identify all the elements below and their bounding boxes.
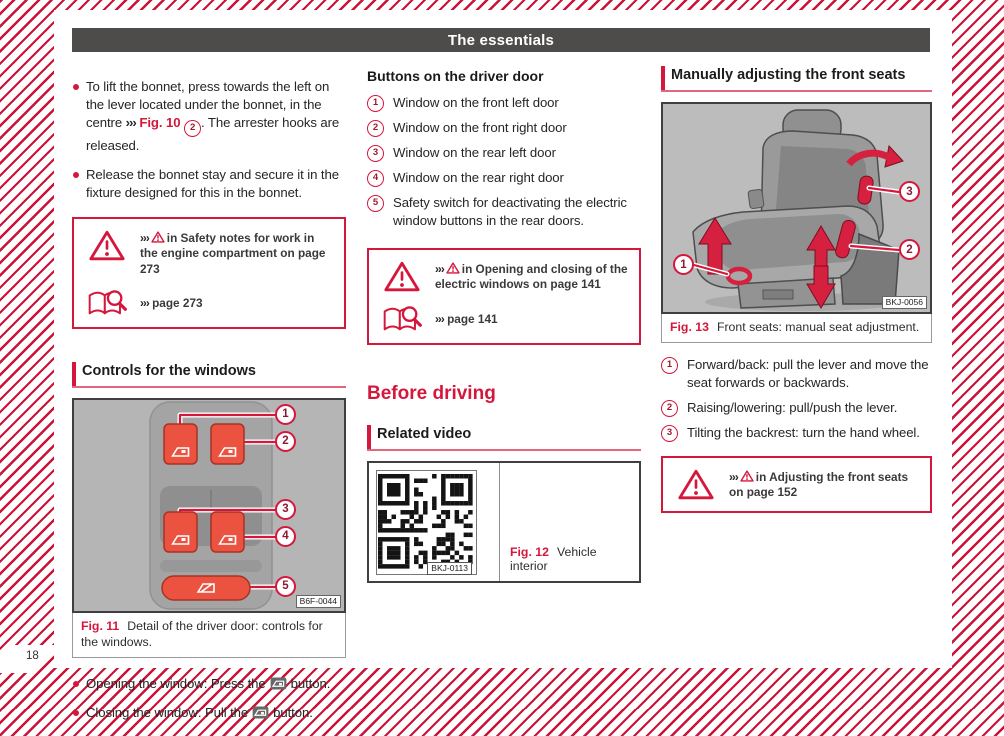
warning-row bbox=[675, 468, 920, 501]
list-item-text: Window on the rear left door bbox=[393, 145, 556, 160]
warning-triangle-small-icon bbox=[151, 231, 165, 243]
figure-caption-text: Detail of the driver door: controls for the windows. bbox=[81, 618, 323, 649]
door-panel-drawing bbox=[74, 400, 344, 611]
window-button-icon bbox=[270, 677, 287, 695]
section-heading-window-controls: Controls for the windows bbox=[72, 362, 346, 388]
callout-badge-2: 2 bbox=[275, 431, 296, 452]
item-number-badge: 5 bbox=[367, 195, 384, 212]
paragraph-text: To lift the bonnet, press towards the left on the lever located under the bonnet, in the centre bbox=[86, 79, 330, 130]
warning-reference-text: in Adjusting the front seats on page 152 bbox=[729, 469, 909, 499]
list-item bbox=[661, 399, 932, 417]
figure-caption bbox=[661, 314, 932, 343]
warning-row bbox=[381, 260, 629, 293]
callout-badge-3: 3 bbox=[899, 181, 920, 202]
item-number-badge: 4 bbox=[367, 170, 384, 187]
cross-reference-arrows: ››› bbox=[140, 230, 149, 245]
bullet-item-opening-window bbox=[72, 675, 346, 695]
right-column bbox=[661, 66, 932, 527]
paragraph-text: button. bbox=[290, 675, 331, 691]
seat-illustration bbox=[661, 102, 932, 314]
list-item-text: Window on the front right door bbox=[393, 120, 567, 135]
figure-code: BKJ-0113 bbox=[427, 562, 472, 575]
header-bar bbox=[72, 28, 930, 52]
item-number-badge: 2 bbox=[367, 120, 384, 137]
list-item-text: Window on the rear right door bbox=[393, 170, 564, 185]
warning-reference-text: in Safety notes for work in the engine compartment on page 273 bbox=[140, 230, 326, 276]
qr-code bbox=[377, 471, 474, 572]
warning-triangle-icon bbox=[675, 468, 717, 501]
section-heading-related-video: Related video bbox=[367, 425, 641, 451]
figure-13 bbox=[661, 102, 932, 343]
figure-label: Fig. 13 bbox=[670, 320, 709, 334]
warning-triangle-icon bbox=[381, 260, 423, 293]
figure-caption-text: Front seats: manual seat adjustment. bbox=[716, 320, 920, 334]
figure-reference: Fig. 10 bbox=[139, 114, 181, 130]
figure-11 bbox=[72, 398, 346, 658]
callout-reference-badge: 2 bbox=[184, 120, 201, 137]
warning-row bbox=[86, 229, 334, 277]
qr-section bbox=[369, 463, 500, 581]
cross-reference-arrows: ››› bbox=[435, 261, 444, 276]
warning-triangle-small-icon bbox=[740, 470, 754, 482]
list-item bbox=[367, 144, 641, 162]
qr-frame bbox=[376, 470, 477, 575]
list-item-text: Tilting the backrest: turn the hand wheel. bbox=[687, 424, 920, 440]
list-item bbox=[661, 424, 932, 442]
list-item-text: Window on the front left door bbox=[393, 95, 559, 110]
warning-box-seats bbox=[661, 456, 932, 513]
cross-reference-arrows: ››› bbox=[435, 311, 444, 326]
figure-label: Fig. 12 bbox=[510, 544, 549, 559]
item-number-badge: 1 bbox=[661, 357, 678, 374]
paragraph-text: . The arrester hooks are released. bbox=[86, 114, 340, 153]
heading-buttons-driver-door: Buttons on the driver door bbox=[367, 68, 544, 84]
page-reference: page 141 bbox=[447, 311, 498, 326]
reference-row bbox=[86, 290, 334, 317]
warning-reference-text: in Opening and closing of the electric windows on page 141 bbox=[435, 261, 628, 291]
book-magnifier-icon bbox=[381, 306, 423, 333]
page-content bbox=[54, 10, 952, 720]
page-title: The essentials bbox=[447, 31, 555, 49]
middle-column bbox=[367, 66, 641, 583]
page-number: 18 bbox=[26, 650, 39, 662]
list-item-text: Forward/back: pull the lever and move the seat forwards or backwards. bbox=[687, 356, 929, 390]
warning-triangle-icon bbox=[86, 229, 128, 262]
warning-box-engine bbox=[72, 217, 346, 329]
cross-reference-arrows: ››› bbox=[125, 114, 136, 130]
callout-badge-3: 3 bbox=[275, 499, 296, 520]
page-reference: page 273 bbox=[152, 295, 203, 310]
page-reference-text bbox=[435, 306, 498, 327]
paragraph-text: Closing the window: Pull the bbox=[86, 704, 249, 720]
window-button-icon bbox=[252, 706, 269, 724]
book-magnifier-icon bbox=[86, 290, 128, 317]
list-item bbox=[367, 194, 641, 230]
bullet-item-bonnet-stay: Release the bonnet stay and secure it in the fixture designed for this in the bonnet. bbox=[72, 166, 346, 202]
warning-text bbox=[435, 260, 629, 293]
paragraph-text: Opening the window: Press the bbox=[86, 675, 266, 691]
paragraph-text: button. bbox=[273, 704, 313, 720]
list-item bbox=[661, 356, 932, 392]
warning-text bbox=[140, 229, 334, 277]
seat-drawing bbox=[663, 104, 930, 312]
cross-reference-arrows: ››› bbox=[140, 295, 149, 310]
figure-12 bbox=[367, 461, 641, 583]
callout-badge-1: 1 bbox=[275, 404, 296, 425]
warning-box-windows bbox=[367, 248, 641, 345]
section-heading-front-seats: Manually adjusting the front seats bbox=[661, 66, 932, 92]
item-number-badge: 1 bbox=[367, 95, 384, 112]
chapter-heading-before-driving: Before driving bbox=[367, 382, 496, 404]
left-column bbox=[72, 66, 346, 736]
list-item-text: Safety switch for deactivating the electric window buttons in the rear doors. bbox=[393, 195, 627, 228]
window-controls-illustration bbox=[72, 398, 346, 613]
figure-code: BKJ-0056 bbox=[882, 296, 927, 309]
bullet-item-lift-bonnet bbox=[72, 78, 346, 154]
callout-badge-4: 4 bbox=[275, 526, 296, 547]
list-item-text: Raising/lowering: pull/push the lever. bbox=[687, 399, 898, 415]
numbered-list-seat-adjustment bbox=[661, 356, 932, 442]
item-number-badge: 2 bbox=[661, 400, 678, 417]
figure-code: B6F-0044 bbox=[296, 595, 341, 608]
item-number-badge: 3 bbox=[367, 145, 384, 162]
figure-caption-text: Vehicle interior bbox=[510, 544, 597, 573]
cross-reference-arrows: ››› bbox=[729, 469, 738, 484]
warning-text bbox=[729, 468, 920, 501]
callout-badge-1: 1 bbox=[673, 254, 694, 275]
list-item bbox=[367, 94, 641, 112]
list-item bbox=[367, 169, 641, 187]
figure-caption bbox=[500, 463, 639, 581]
reference-row bbox=[381, 306, 629, 333]
list-item bbox=[367, 119, 641, 137]
callout-badge-5: 5 bbox=[275, 576, 296, 597]
page-reference-text bbox=[140, 290, 203, 311]
callout-badge-2: 2 bbox=[899, 239, 920, 260]
numbered-list-driver-door bbox=[367, 94, 641, 230]
warning-triangle-small-icon bbox=[446, 262, 460, 274]
item-number-badge: 3 bbox=[661, 425, 678, 442]
figure-label: Fig. 11 bbox=[81, 618, 120, 633]
figure-caption bbox=[72, 613, 346, 658]
bullet-item-closing-window bbox=[72, 704, 346, 724]
